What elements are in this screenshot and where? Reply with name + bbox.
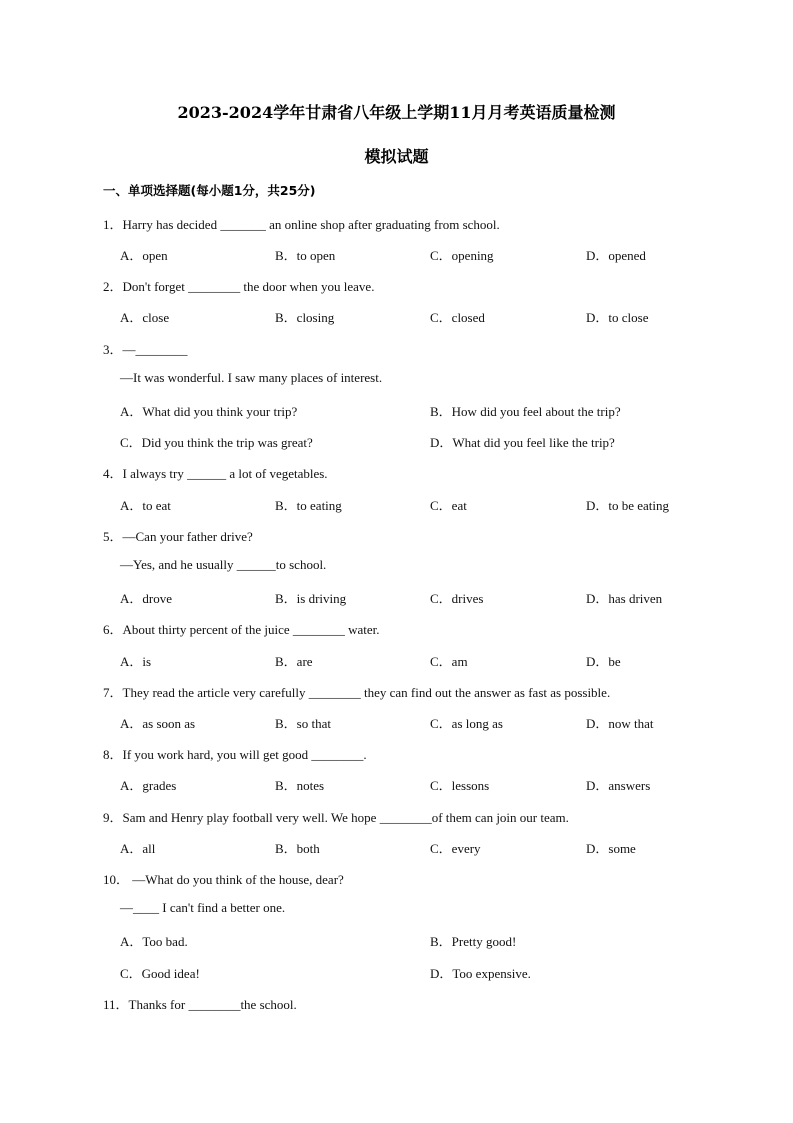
- question-10-dialogue: —____ I can't find a better one.: [120, 900, 286, 915]
- question-6-option-a: A．is: [120, 654, 152, 669]
- question-1-stem: 1．Harry has decided _______ an online shop after graduating from school.: [103, 217, 500, 232]
- question-5-option-c: C．drives: [430, 591, 484, 606]
- question-7-option-a: A．as soon as: [120, 716, 196, 731]
- question-6-option-b: B．are: [275, 654, 313, 669]
- question-8-option-a: A．grades: [120, 778, 177, 793]
- question-3-option-b: B．How did you feel about the trip?: [430, 404, 621, 419]
- question-10-option-a: A．Too bad.: [120, 934, 188, 949]
- question-8-option-b: B．notes: [275, 778, 325, 793]
- question-4-option-c: C．eat: [430, 498, 467, 513]
- question-4-option-a: A．to eat: [120, 498, 171, 513]
- question-8-stem: 8．If you work hard, you will get good ________.: [103, 747, 367, 762]
- question-1-option-b: B．to open: [275, 248, 336, 263]
- section-heading: 一、单项选择题(每小题1分，共25分): [103, 183, 316, 198]
- question-7-stem: 7．They read the article very carefully ________ they can find out the answer as fast as possible.: [103, 685, 611, 700]
- question-5-dialogue: —Yes, and he usually ______to school.: [120, 557, 327, 572]
- question-2-stem: 2．Don't forget ________ the door when you leave.: [103, 279, 375, 294]
- question-6-stem: 6．About thirty percent of the juice ________ water.: [103, 622, 380, 637]
- question-2-option-d: D．to close: [586, 310, 649, 325]
- question-3-dialogue: —It was wonderful. I saw many places of interest.: [120, 370, 383, 385]
- question-2-option-b: B．closing: [275, 310, 335, 325]
- question-6-option-d: D．be: [586, 654, 621, 669]
- question-8-option-d: D．answers: [586, 778, 651, 793]
- question-10-option-d: D．Too expensive.: [430, 966, 531, 981]
- question-10-option-b: B．Pretty good!: [430, 934, 517, 949]
- question-5-option-b: B．is driving: [275, 591, 347, 606]
- question-2-option-c: C．closed: [430, 310, 485, 325]
- question-6-option-c: C．am: [430, 654, 468, 669]
- question-9-option-b: B．both: [275, 841, 320, 856]
- question-4-option-b: B．to eating: [275, 498, 342, 513]
- question-4-option-d: D．to be eating: [586, 498, 670, 513]
- question-2-option-a: A．close: [120, 310, 170, 325]
- question-11-stem: 11．Thanks for ________the school.: [103, 997, 297, 1012]
- question-1-option-c: C．opening: [430, 248, 494, 263]
- question-7-option-c: C．as long as: [430, 716, 503, 731]
- question-10-stem: 10． —What do you think of the house, dear?: [103, 872, 344, 887]
- question-3-option-d: D．What did you feel like the trip?: [430, 435, 615, 450]
- question-9-option-d: D．some: [586, 841, 636, 856]
- question-4-stem: 4．I always try ______ a lot of vegetables.: [103, 466, 328, 481]
- question-5-option-a: A．drove: [120, 591, 172, 606]
- question-1-option-d: D．opened: [586, 248, 646, 263]
- question-5-stem: 5．—Can your father drive?: [103, 529, 253, 544]
- page-title: 2023-2024学年甘肃省八年级上学期11月月考英语质量检测: [177, 103, 616, 122]
- question-7-option-d: D．now that: [586, 716, 654, 731]
- question-1-option-a: A．open: [120, 248, 168, 263]
- question-7-option-b: B．so that: [275, 716, 331, 731]
- question-8-option-c: C．lessons: [430, 778, 490, 793]
- question-3-option-a: A．What did you think your trip?: [120, 404, 298, 419]
- question-9-option-a: A．all: [120, 841, 156, 856]
- question-10-option-c: C．Good idea!: [120, 966, 200, 981]
- question-5-option-d: D．has driven: [586, 591, 663, 606]
- question-3-option-c: C．Did you think the trip was great?: [120, 435, 313, 450]
- question-3-stem: 3．—________: [103, 342, 188, 357]
- question-9-stem: 9．Sam and Henry play football very well. We hope ________of them can join our team.: [103, 810, 569, 825]
- question-9-option-c: C．every: [430, 841, 481, 856]
- page-subtitle: 模拟试题: [364, 147, 429, 166]
